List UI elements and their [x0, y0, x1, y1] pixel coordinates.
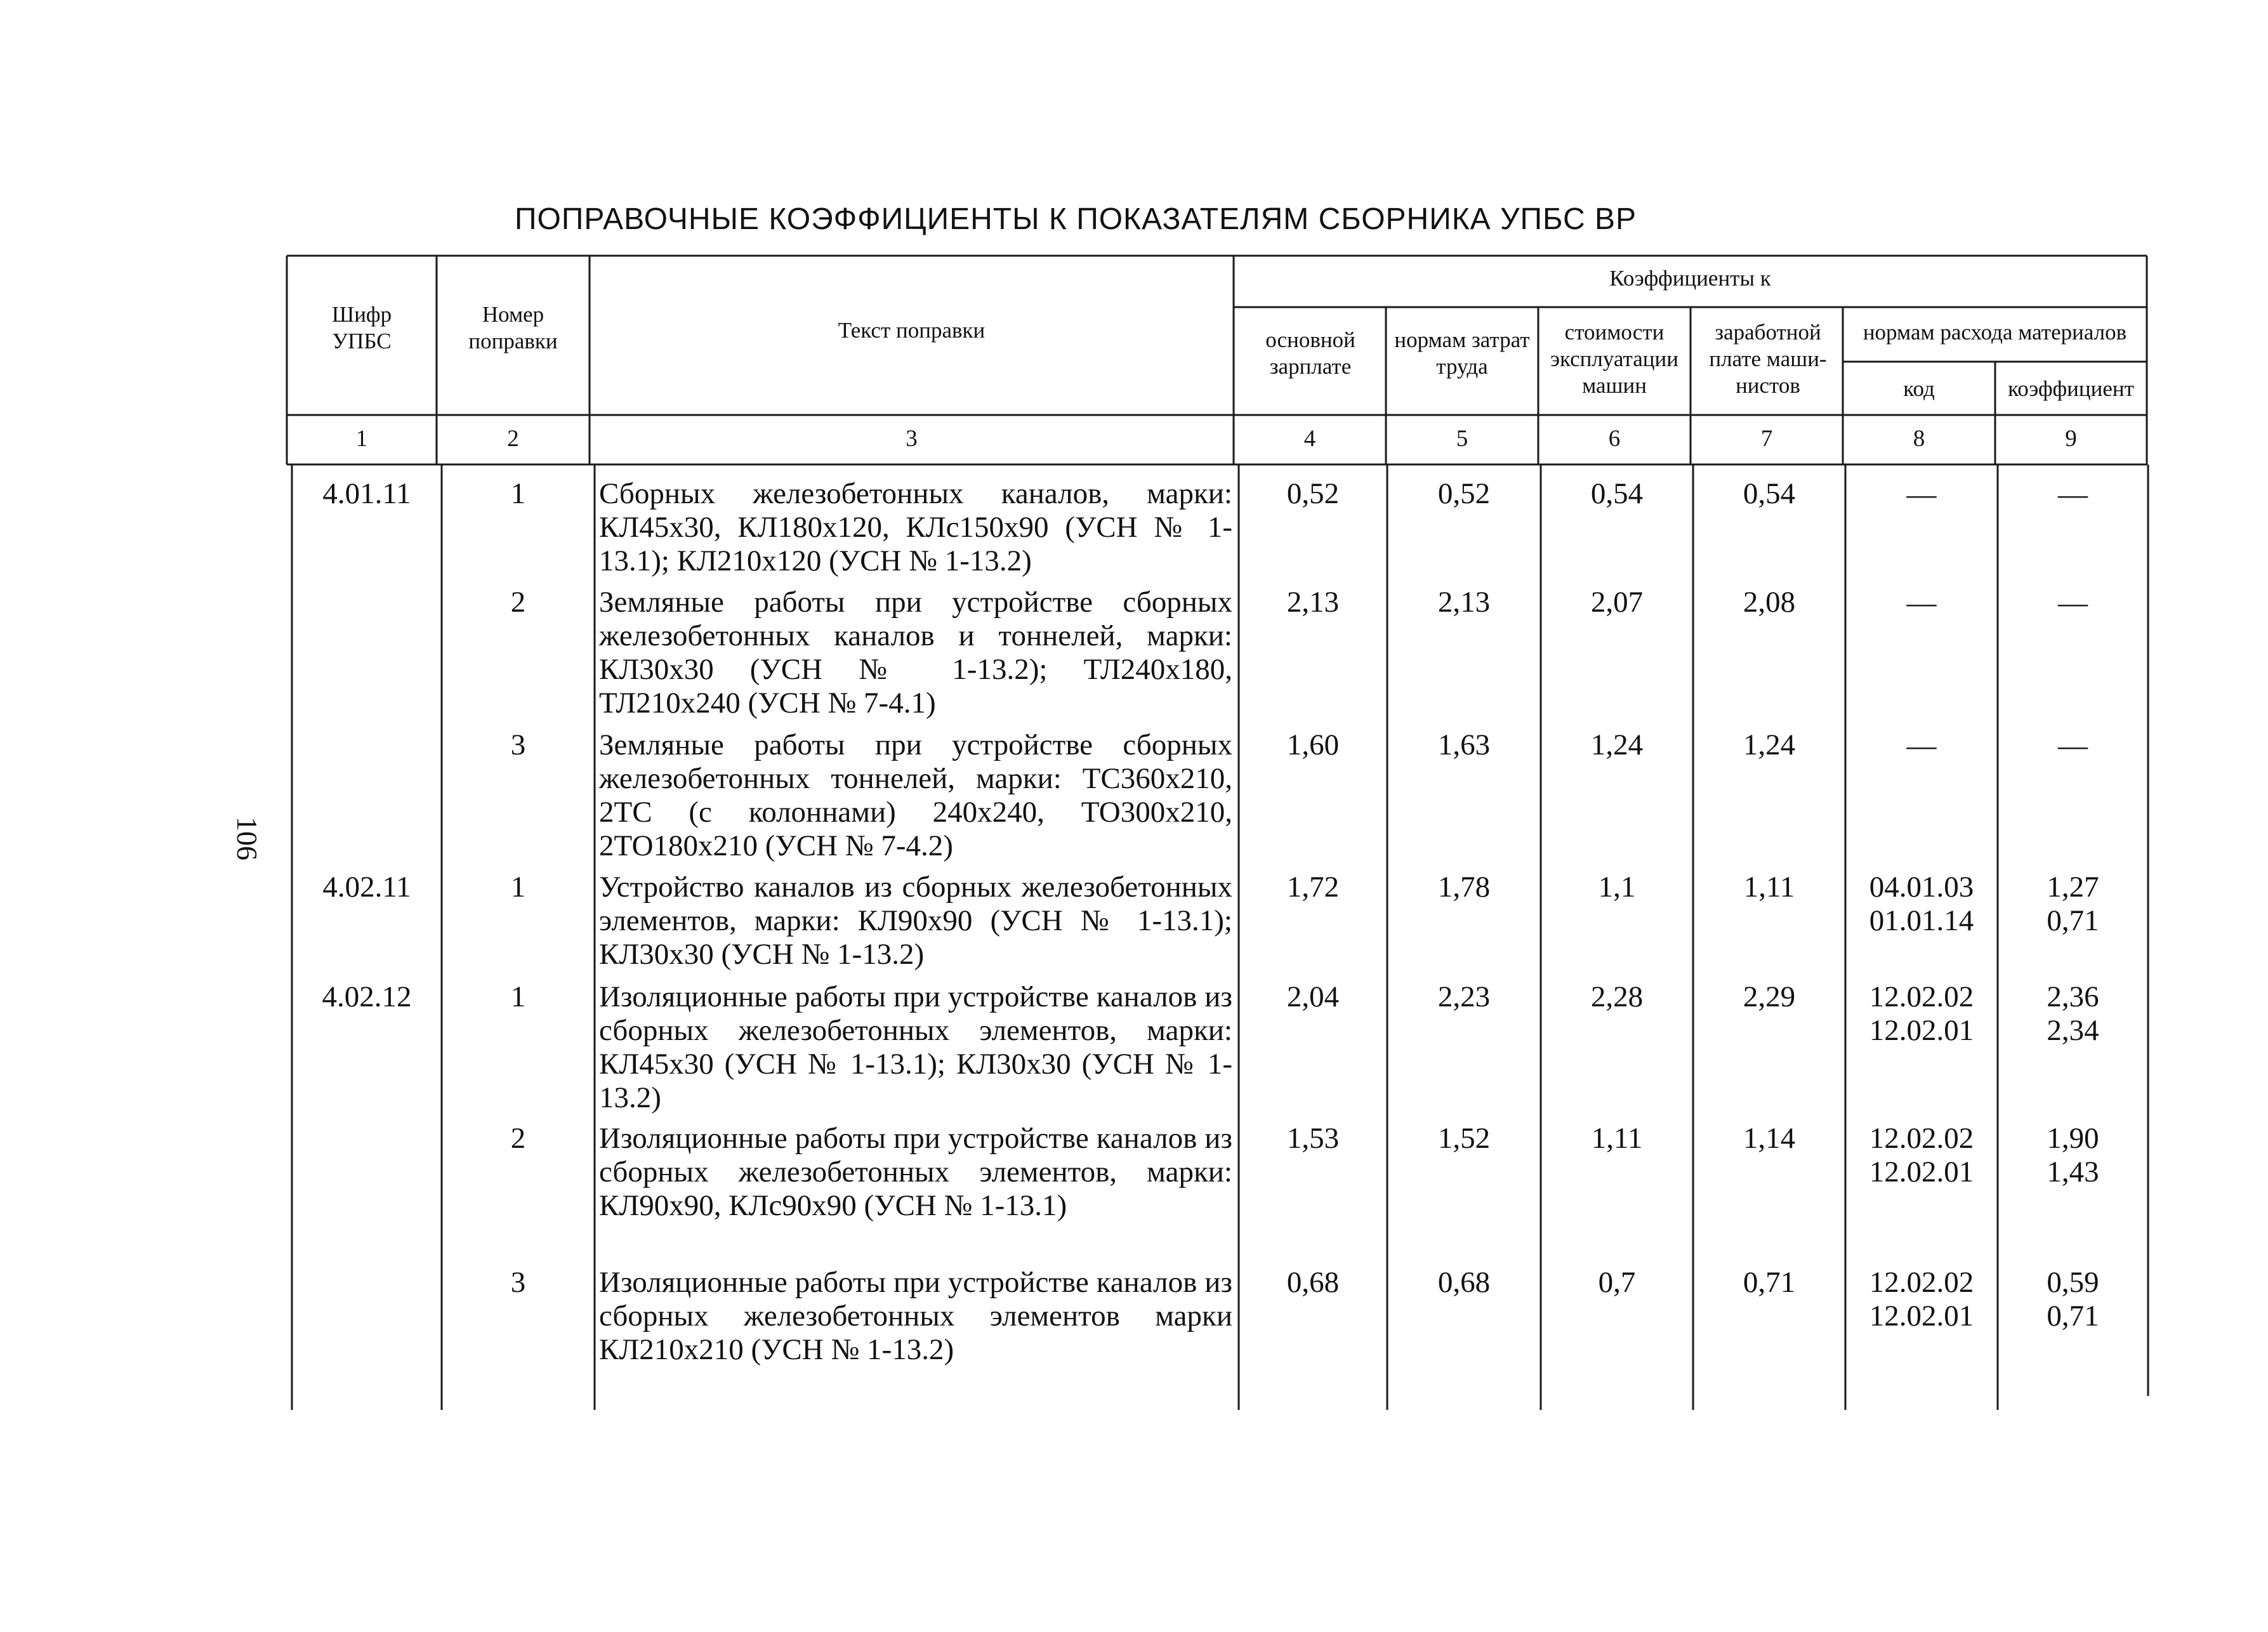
row-k5: 2,23: [1437, 980, 1491, 1013]
row-text: Земляные работы при устройстве сборных железобетонных каналов и тоннелей, марки: КЛ30х30 (УСН № 1-13.2); ТЛ240х180, ТЛ210х240 (УСН № 7-4.1): [599, 586, 1232, 720]
row-text: Устройство каналов из сборных железобетонных элементов, марки: КЛ90х90 (УСН № 1-13.1); КЛ30х30 (УСН № 1-13.2): [599, 871, 1232, 971]
row-kod: —: [1906, 586, 1937, 619]
header-col4: основной зарплате: [1265, 327, 1355, 379]
row-k5: 2,13: [1437, 586, 1491, 619]
row-k6: 2,07: [1590, 586, 1644, 619]
row-k6: 2,28: [1590, 980, 1644, 1013]
row-k5: 1,63: [1437, 728, 1491, 761]
header-materials-group: нормам расхода материалов: [1863, 320, 2127, 345]
header-koef-group: Коэффициенты к: [1609, 266, 1771, 291]
row-k4: 2,04: [1286, 980, 1340, 1013]
row-text: Изоляционные работы при устройстве каналов из сборных железобетонных элементов, марки: КЛ45х30 (УСН № 1-13.1); КЛ30х30 (УСН № 1-13.2): [599, 980, 1232, 1114]
row-k5: 1,52: [1437, 1122, 1491, 1155]
col-number: 7: [1760, 426, 1773, 452]
row-k4: 1,53: [1286, 1122, 1340, 1155]
row-koef: 2,36 2,34: [2047, 980, 2099, 1047]
row-shifr: 4.01.11: [322, 477, 411, 510]
row-k4: 2,13: [1286, 586, 1340, 619]
row-k6: 0,7: [1598, 1266, 1636, 1299]
row-k7: 1,11: [1743, 871, 1795, 904]
col-number: 2: [507, 426, 519, 452]
row-nomer: 1: [510, 980, 526, 1013]
row-text: Земляные работы при устройстве сборных железобетонных тоннелей, марки: ТС360х210, 2ТС (с колоннами) 240х240, ТО300х210, 2ТО180х210 (УСН № 7-4.2): [599, 728, 1232, 862]
row-kod: —: [1906, 729, 1937, 762]
header-col9: коэффициент: [2008, 376, 2134, 401]
row-text: Изоляционные работы при устройстве каналов из сборных железобетонных элементов марки КЛ210х210 (УСН № 1-13.2): [599, 1266, 1232, 1366]
header-col5: нормам затрат труда: [1394, 327, 1530, 379]
row-nomer: 2: [510, 586, 526, 619]
col-number: 1: [355, 426, 368, 452]
row-k5: 0,68: [1437, 1266, 1491, 1299]
row-k6: 1,1: [1598, 871, 1636, 904]
row-k4: 0,52: [1286, 477, 1340, 510]
row-k7: 0,54: [1743, 477, 1796, 510]
col-number: 4: [1303, 426, 1316, 452]
row-k4: 1,60: [1286, 728, 1340, 761]
col-number: 3: [906, 426, 918, 452]
row-kod: 12.02.02 12.02.01: [1869, 1266, 1974, 1333]
row-k7: 1,14: [1743, 1122, 1796, 1155]
col-number: 8: [1913, 426, 1925, 452]
col-number: 9: [2065, 426, 2077, 452]
row-koef: 1,27 0,71: [2047, 871, 2099, 937]
row-k7: 2,08: [1743, 586, 1796, 619]
row-k7: 1,24: [1743, 728, 1796, 761]
header-nomer: Номер поправки: [468, 302, 558, 353]
row-k6: 0,54: [1590, 477, 1644, 510]
header-col6: стоимости эксплуатации машин: [1550, 320, 1678, 398]
row-kod: 04.01.03 01.01.14: [1869, 871, 1974, 937]
row-text: Сборных железобетонных каналов, марки: КЛ45х30, КЛ180х120, КЛс150х90 (УСН № 1-13.1); КЛ210х120 (УСН № 1-13.2): [599, 477, 1232, 577]
header-tekst: Текст поправки: [838, 318, 986, 343]
row-nomer: 3: [510, 728, 526, 761]
row-koef: 0,59 0,71: [2047, 1266, 2099, 1333]
row-k6: 1,11: [1591, 1122, 1643, 1155]
col-number: 6: [1608, 426, 1621, 452]
row-shifr: 4.02.11: [322, 871, 411, 904]
header-col7: заработной плате маши-нистов: [1709, 320, 1827, 398]
row-k7: 0,71: [1743, 1266, 1796, 1299]
header-shifr: Шифр УПБС: [331, 302, 392, 353]
row-kod: —: [1906, 478, 1937, 511]
row-k5: 0,52: [1437, 477, 1491, 510]
page-number: 106: [231, 817, 263, 860]
row-k6: 1,24: [1590, 728, 1644, 761]
header-col8: код: [1903, 376, 1935, 401]
row-koef: —: [2058, 586, 2088, 619]
row-k4: 1,72: [1286, 871, 1340, 904]
row-text: Изоляционные работы при устройстве каналов из сборных железобетонных элементов, марки: КЛ90х90, КЛс90х90 (УСН № 1-13.1): [599, 1122, 1232, 1222]
col-number: 5: [1456, 426, 1468, 452]
row-k4: 0,68: [1286, 1266, 1340, 1299]
row-nomer: 1: [510, 477, 526, 510]
row-nomer: 2: [510, 1122, 526, 1155]
row-nomer: 1: [510, 871, 526, 904]
row-koef: —: [2058, 478, 2088, 511]
row-k7: 2,29: [1743, 980, 1796, 1013]
row-koef: —: [2058, 729, 2088, 762]
row-k5: 1,78: [1437, 871, 1491, 904]
row-nomer: 3: [510, 1266, 526, 1299]
row-kod: 12.02.02 12.02.01: [1869, 980, 1974, 1047]
row-koef: 1,90 1,43: [2047, 1122, 2099, 1188]
row-shifr: 4.02.12: [322, 980, 412, 1013]
row-kod: 12.02.02 12.02.01: [1869, 1122, 1974, 1188]
page-title: ПОПРАВОЧНЫЕ КОЭФФИЦИЕНТЫ К ПОКАЗАТЕЛЯМ СБОРНИКА УПБС ВР: [514, 202, 1637, 236]
